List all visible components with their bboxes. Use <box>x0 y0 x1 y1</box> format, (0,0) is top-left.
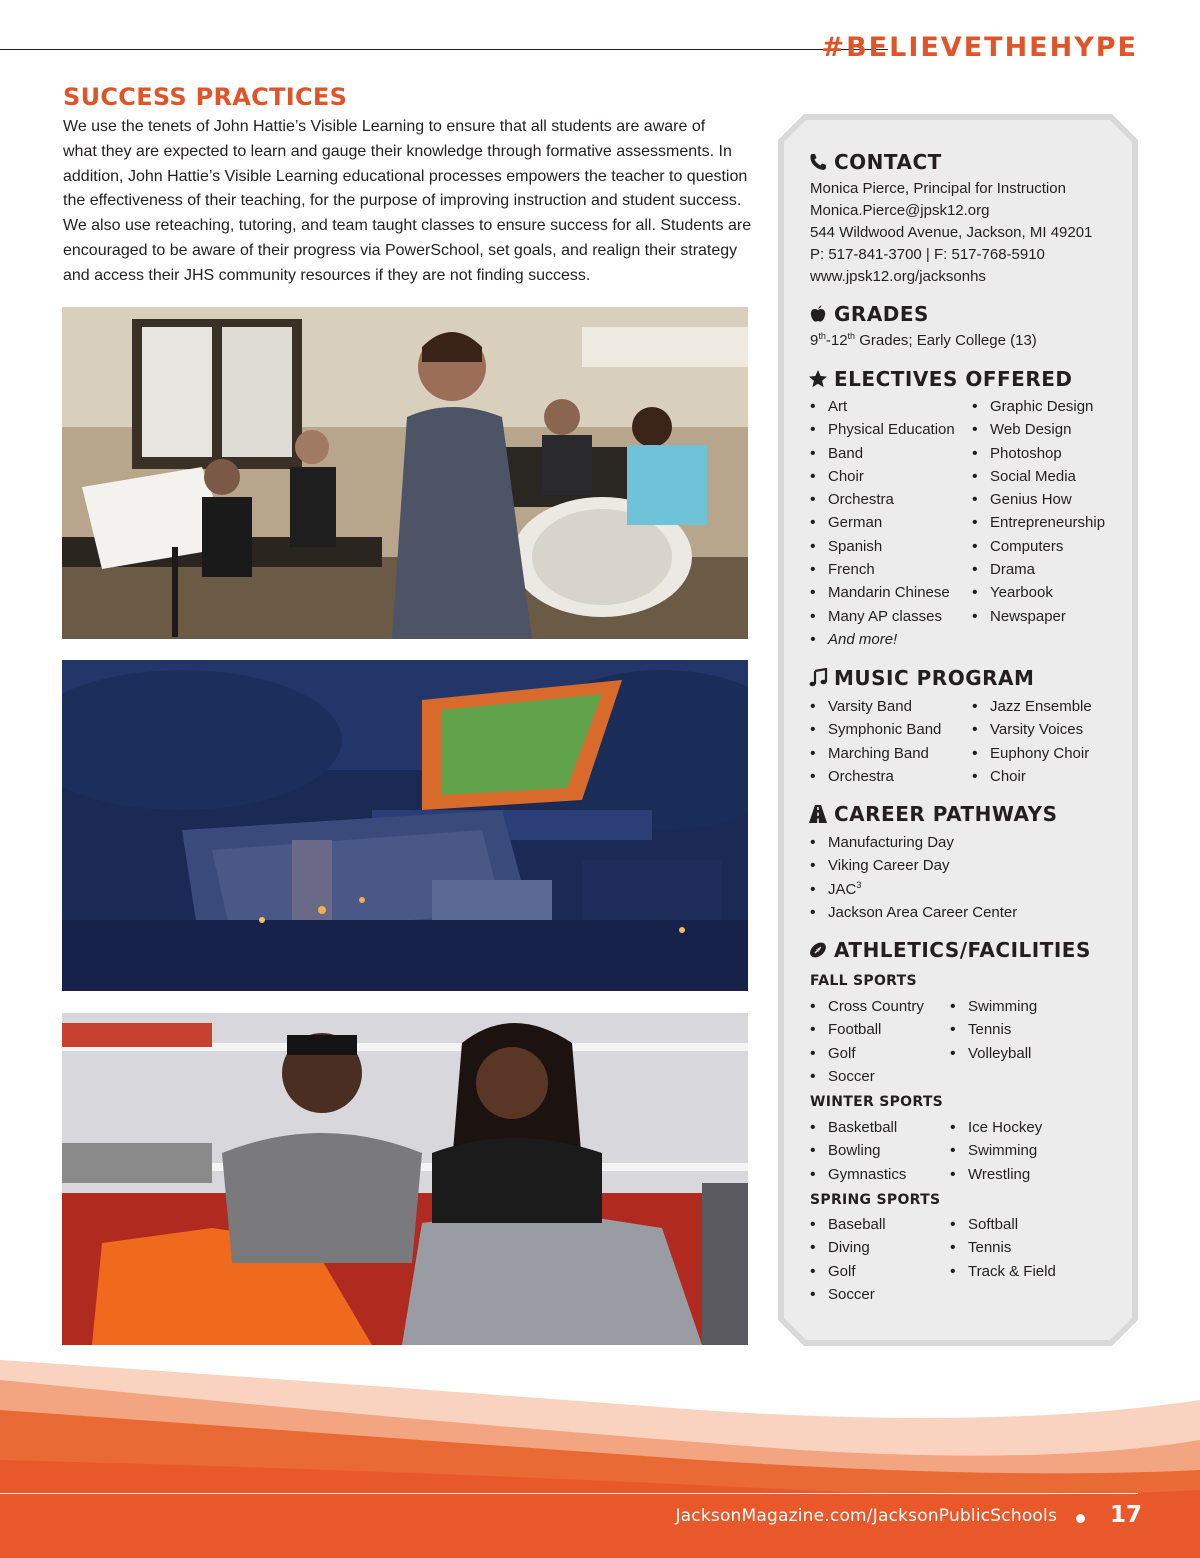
elective-item: • Genius How <box>972 488 1105 511</box>
music-item: • Marching Band <box>810 742 941 765</box>
intro-line: We also use reteaching, tutoring, and team taught classes to ensure success for all. Students are <box>63 217 752 235</box>
sport-item: • Diving <box>810 1236 886 1259</box>
contact-name: Monica Pierce, Principal for Instruction <box>810 180 1066 197</box>
elective-item: • German <box>810 511 955 534</box>
contact-details <box>810 178 1092 288</box>
contact-address: 544 Wildwood Avenue, Jackson, MI 49201 <box>810 224 1093 241</box>
elective-item: • Band <box>810 442 955 465</box>
contact-email[interactable]: Monica.Pierce@jpsk12.org <box>810 202 990 219</box>
elective-item: • Newspaper <box>972 605 1105 628</box>
star-icon <box>808 369 828 389</box>
elective-item: • Physical Education <box>810 418 955 441</box>
winter-sports-col1 <box>810 1116 906 1186</box>
grade-rest: Grades; Early College (13) <box>855 332 1037 349</box>
elective-item: • Graphic Design <box>972 395 1105 418</box>
career-item: • Manufacturing Day <box>810 831 1017 854</box>
apple-icon <box>808 304 828 324</box>
career-item <box>810 878 1017 901</box>
sport-item: • Football <box>810 1018 924 1041</box>
music-item: • Orchestra <box>810 765 941 788</box>
winter-sports-col2 <box>950 1116 1042 1186</box>
sport-item: • Golf <box>810 1260 886 1283</box>
contact-phone: P: 517-841-3700 | F: 517-768-5910 <box>810 246 1045 263</box>
page-number: 17 <box>1110 1502 1143 1528</box>
career-jac-sup: 3 <box>856 879 862 890</box>
fall-sports-label: FALL SPORTS <box>810 973 917 989</box>
career-jac: JAC <box>828 880 857 898</box>
music-item: • Symphonic Band <box>810 718 941 741</box>
electives-list-col2 <box>972 395 1105 628</box>
music-item: • Euphony Choir <box>972 742 1092 765</box>
sport-item: • Basketball <box>810 1116 906 1139</box>
elective-item: • Drama <box>972 558 1105 581</box>
sport-item: • Gymnastics <box>810 1163 906 1186</box>
career-item: • Viking Career Day <box>810 854 1017 877</box>
athletics-heading-label: ATHLETICS/FACILITIES <box>834 938 1091 962</box>
music-heading-label: MUSIC PROGRAM <box>834 666 1035 690</box>
football-icon <box>808 940 828 960</box>
fall-sports-col1 <box>810 995 924 1088</box>
elective-item: • Computers <box>972 535 1105 558</box>
intro-line: encouraged to be aware of their progress via PowerSchool, set goals, and realign their strategy <box>63 241 738 259</box>
spring-sports-col2 <box>950 1213 1056 1283</box>
career-item: • Jackson Area Career Center <box>810 901 1017 924</box>
hashtag-header: #BELIEVETHEHYPE <box>821 32 1138 63</box>
sport-item: • Track & Field <box>950 1260 1056 1283</box>
sport-item: • Soccer <box>810 1283 886 1306</box>
grades-text <box>810 330 1037 352</box>
career-heading-label: CAREER PATHWAYS <box>834 802 1058 826</box>
music-note-icon <box>808 668 828 688</box>
band-class-photo <box>62 307 748 639</box>
elective-item: • Orchestra <box>810 488 955 511</box>
section-title: SUCCESS PRACTICES <box>63 83 348 111</box>
contact-heading <box>808 150 942 174</box>
grade-start: 9 <box>810 332 819 349</box>
sport-item: • Golf <box>810 1042 924 1065</box>
career-heading <box>808 802 1058 826</box>
music-list-col2 <box>972 695 1092 788</box>
grades-heading-label: GRADES <box>834 302 929 326</box>
spring-sports-col1 <box>810 1213 886 1306</box>
career-list <box>810 831 1017 924</box>
spring-sports-label: SPRING SPORTS <box>810 1192 941 1208</box>
elective-item: • Art <box>810 395 955 418</box>
intro-line: We use the tenets of John Hattie’s Visible Learning to ensure that all students are aware of <box>63 118 706 135</box>
electives-heading <box>808 367 1073 391</box>
elective-item: • Photoshop <box>972 442 1105 465</box>
sport-item: • Wrestling <box>950 1163 1042 1186</box>
intro-line: what they are expected to learn and gauge their knowledge through formative assessments. In <box>63 142 732 160</box>
aerial-campus-photo <box>62 660 748 991</box>
sport-item: • Baseball <box>810 1213 886 1236</box>
elective-item: • French <box>810 558 955 581</box>
intro-line: addition, John Hattie’s Visible Learning educational processes empowers the teacher to question <box>63 167 748 185</box>
music-item: • Choir <box>972 765 1092 788</box>
elective-item: • Mandarin Chinese <box>810 581 955 604</box>
grade-end-sup: th <box>847 331 856 341</box>
footer-rule <box>0 1493 1138 1494</box>
sport-item: • Cross Country <box>810 995 924 1018</box>
students-apparel-photo <box>62 1013 748 1345</box>
elective-item: • And more! <box>810 628 955 651</box>
sport-item: • Soccer <box>810 1065 924 1088</box>
intro-paragraph <box>63 115 753 289</box>
music-list-col1 <box>810 695 941 788</box>
sport-item: • Swimming <box>950 1139 1042 1162</box>
header-rule <box>0 49 888 50</box>
sport-item: • Softball <box>950 1213 1056 1236</box>
electives-list-col1 <box>810 395 955 651</box>
footer-bullet <box>1076 1514 1085 1523</box>
elective-item: • Social Media <box>972 465 1105 488</box>
sport-item: • Volleyball <box>950 1042 1037 1065</box>
winter-sports-label: WINTER SPORTS <box>810 1094 944 1110</box>
music-item: • Varsity Voices <box>972 718 1092 741</box>
phone-icon <box>808 152 828 172</box>
music-item: • Varsity Band <box>810 695 941 718</box>
electives-heading-label: ELECTIVES OFFERED <box>834 367 1073 391</box>
elective-item: • Many AP classes <box>810 605 955 628</box>
elective-item: • Spanish <box>810 535 955 558</box>
intro-line: and access their JHS community resources if they are not finding success. <box>63 266 591 284</box>
intro-line: the effectiveness of their teaching, for the purpose of improving instruction and student success. <box>63 192 742 210</box>
sport-item: • Swimming <box>950 995 1037 1018</box>
footer-url-link[interactable]: JacksonMagazine.com/JacksonPublicSchools <box>675 1506 1057 1526</box>
sport-item: • Bowling <box>810 1139 906 1162</box>
grade-start-sup: th <box>818 331 826 341</box>
road-icon <box>808 804 828 824</box>
sport-item: • Ice Hockey <box>950 1116 1042 1139</box>
fall-sports-col2 <box>950 995 1037 1065</box>
athletics-heading <box>808 938 1091 962</box>
elective-item: • Choir <box>810 465 955 488</box>
music-heading <box>808 666 1034 690</box>
sport-item: • Tennis <box>950 1018 1037 1041</box>
elective-item: • Entrepreneurship <box>972 511 1105 534</box>
contact-website[interactable]: www.jpsk12.org/jacksonhs <box>810 268 986 285</box>
elective-item: • Yearbook <box>972 581 1105 604</box>
grades-heading <box>808 302 929 326</box>
grade-end: -12 <box>825 332 848 349</box>
sport-item: • Tennis <box>950 1236 1056 1259</box>
contact-heading-label: CONTACT <box>834 150 942 174</box>
elective-item: • Web Design <box>972 418 1105 441</box>
music-item: • Jazz Ensemble <box>972 695 1092 718</box>
